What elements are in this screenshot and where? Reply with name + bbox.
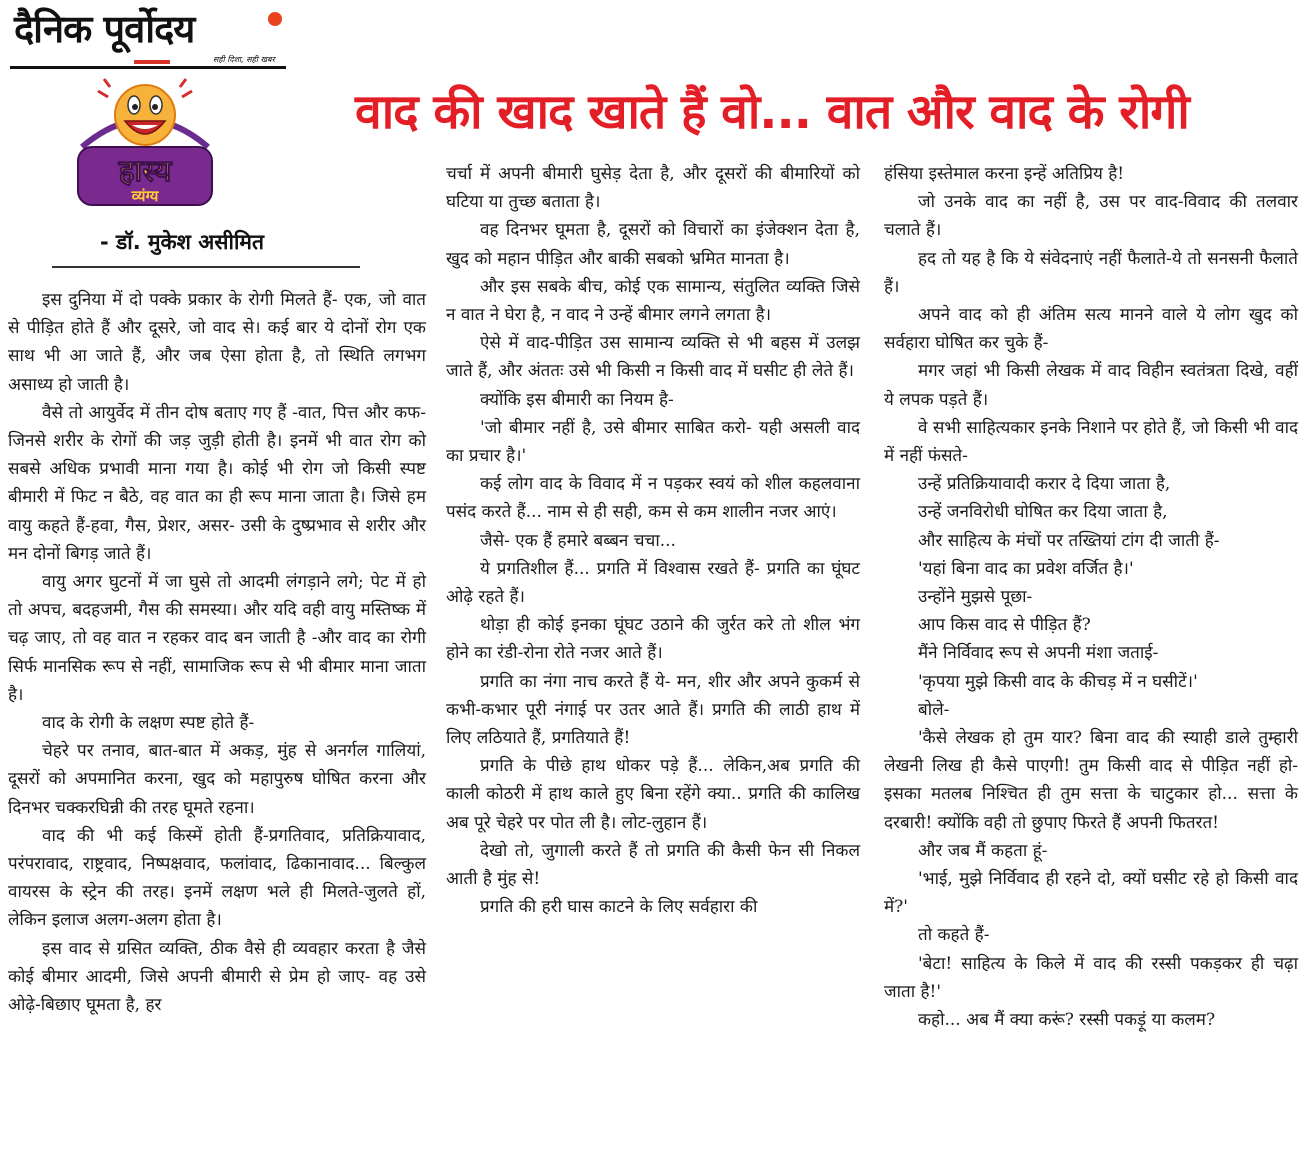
masthead-rule bbox=[10, 66, 286, 69]
masthead-dot-icon bbox=[268, 12, 282, 26]
logo-text-hasya: हास्य bbox=[118, 154, 172, 189]
laughing-face-icon bbox=[82, 79, 208, 147]
paragraph: 'भाई, मुझे निर्विवाद ही रहने दो, क्यों घसीट रहे हो किसी वाद में?' bbox=[884, 869, 1298, 918]
paragraph: ये प्रगतिशील हैं... प्रगति में विश्वास रखते हैं- प्रगति का घूंघट ओढ़े रहते हैं। bbox=[446, 558, 860, 608]
masthead-title: दैनिक पूर्वोदय bbox=[14, 7, 195, 51]
paragraph: बोले- bbox=[918, 699, 950, 720]
byline: - डॉ. मुकेश असीमित bbox=[100, 230, 264, 254]
paragraph: और साहित्य के मंचों पर तख्तियां टांग दी जाती हैं- bbox=[918, 530, 1220, 551]
paragraph: और इस सबके बीच, कोई एक सामान्य, संतुलित व्यक्ति जिसे न वात ने घेरा है, न वाद ने उन्हें बीमार लगने लगता है। bbox=[446, 276, 860, 326]
paragraph: अपने वाद को ही अंतिम सत्य मानने वाले ये लोग खुद को सर्वहारा घोषित कर चुके हैं- bbox=[884, 305, 1298, 354]
paragraph: इस दुनिया में दो पक्के प्रकार के रोगी मिलते हैं- एक, जो वात से पीड़ित होते हैं और दूसरे, जो वाद से। कई बार ये दोनों रोग एक साथ भी आ जाते हैं, और जब ऐसा होता है, तो स्थिति लगभग असाध्य हो जाती है। bbox=[8, 290, 426, 395]
paragraph: प्रगति का नंगा नाच करते हैं ये- मन, शीर और अपने कुकर्म से कभी-कभार पूरी नंगाई पर उतर आते हैं। प्रगति की लाठी हाथ में लिए लठियाते हैं, प्रगतियाते हैं! bbox=[446, 671, 860, 749]
paragraph: थोड़ा ही कोई इनका घूंघट उठाने की जुर्रत करे तो शील भंग होने का रंडी-रोना रोते नजर आते हैं। bbox=[446, 615, 860, 664]
paragraph: 'यहां बिना वाद का प्रवेश वर्जित है।' bbox=[918, 558, 1134, 579]
paragraph: वह दिनभर घूमता है, दूसरों को विचारों का इंजेक्शन देता है, खुद को महान पीड़ित और बाकी सबको भ्रमित मानता है। bbox=[446, 220, 860, 269]
paragraph: प्रगति के पीछे हाथ धोकर पड़े हैं... लेकिन,अब प्रगति की काली कोठरी में हाथ काले हुए बिना रहेंगे क्या.. प्रगति की कालिख अब पूरे चेहरे पर पोत ली है। लोट-लुहान हैं। bbox=[446, 756, 860, 833]
paragraph: वायु अगर घुटनों में जा घुसे तो आदमी लंगड़ाने लगे; पेट में हो तो अपच, बदहजमी, गैस की समस्या। और यदि वही वायु मस्तिष्क में चढ़ जाए, तो वह वात न रहकर वाद बन जाती है -और वाद का रोगी सिर्फ मानसिक रूप से नहीं, सामाजिक रूप से भी बीमार माना जाता है। bbox=[8, 572, 426, 705]
masthead-tagline: सही दिशा, सही खबर bbox=[210, 54, 278, 65]
paragraph: हद तो यह है कि ये संवेदनाएं नहीं फैलाते-ये तो सनसनी फैलाते हैं। bbox=[884, 248, 1298, 297]
paragraph: प्रगति की हरी घास काटने के लिए सर्वहारा की bbox=[480, 897, 758, 918]
paragraph: चेहरे पर तनाव, बात-बात में अकड़, मुंह से अनर्गल गालियां, दूसरों को अपमानित करना, खुद को महापुरुष घोषित करना और दिनभर चक्करघिन्नी की तरह घूमते रहना। bbox=[8, 741, 426, 818]
paragraph: 'कैसे लेखक हो तुम यार? बिना वाद की स्याही डाले तुम्हारी लेखनी लिख ही कैसे पाएगी! तुम किसी वाद से पीड़ित नहीं हो- इसका मतलब निश्चित ही तुम सत्ता के चाटुकार हो... सत्ता के दरबारी! क्योंकि वही तो छुपाए फिरते हैं अपनी फितरत! bbox=[884, 728, 1298, 833]
masthead-accent-bar bbox=[134, 60, 170, 64]
article-column-3 bbox=[884, 160, 1298, 1034]
paragraph: उन्होंने मुझसे पूछा- bbox=[918, 587, 1033, 608]
paragraph: 'कृपया मुझे किसी वाद के कीचड़ में न घसीटें।' bbox=[918, 671, 1198, 692]
paragraph: कई लोग वाद के विवाद में न पड़कर स्वयं को शील कहलवाना पसंद करते हैं... नाम से ही सही, कम से कम शालीन नजर आएं। bbox=[446, 474, 860, 523]
paragraph: ऐसे में वाद-पीड़ित उस सामान्य व्यक्ति से भी बहस में उलझ जाते हैं, और अंततः उसे भी किसी न किसी वाद में घसीट ही लेते हैं। bbox=[446, 333, 860, 382]
byline-rule bbox=[52, 266, 360, 268]
logo-text-vyangya: व्यंग्य bbox=[131, 187, 159, 205]
paragraph: मैंने निर्विवाद रूप से अपनी मंशा जताई- bbox=[918, 643, 1159, 664]
paragraph: आप किस वाद से पीड़ित हैं? bbox=[918, 615, 1091, 636]
paragraph: तो कहते हैं- bbox=[918, 925, 990, 946]
article-column-2 bbox=[446, 160, 860, 921]
paragraph: मगर जहां भी किसी लेखक में वाद विहीन स्वतंत्रता दिखे, वहीं ये लपक पड़ते हैं। bbox=[884, 361, 1298, 410]
article-column-1 bbox=[8, 286, 426, 1019]
masthead bbox=[10, 4, 286, 70]
paragraph: जो उनके वाद का नहीं है, उस पर वाद-विवाद की तलवार चलाते हैं। bbox=[884, 192, 1298, 241]
paragraph: वाद के रोगी के लक्षण स्पष्ट होते हैं- bbox=[42, 713, 255, 734]
paragraph: वे सभी साहित्यकार इनके निशाने पर होते हैं, जो किसी भी वाद में नहीं फंसते- bbox=[884, 417, 1298, 467]
paragraph: उन्हें जनविरोधी घोषित कर दिया जाता है, bbox=[918, 502, 1168, 523]
paragraph: वाद की भी कई किस्में होती हैं-प्रगतिवाद, प्रतिक्रियावाद, परंपरावाद, राष्ट्रवाद, निष्पक्षवाद, फलांवाद, ढिकानावाद... बिल्कुल वायरस के स्ट्रेन की तरह। इनमें लक्षण भले ही मिलते-जुलते हों, लेकिन इलाज अलग-अलग होता है। bbox=[8, 825, 426, 931]
paragraph: हंसिया इस्तेमाल करना इन्हें अतिप्रिय है! bbox=[884, 164, 1125, 184]
paragraph: वैसे तो आयुर्वेद में तीन दोष बताए गए हैं -वात, पित्त और कफ- जिनसे शरीर के रोगों की जड़ जुड़ी होती है। इनमें भी वात रोग को सबसे अधिक प्रभावी माना गया है। कोई भी रोग जो किसी स्पष्ट बीमारी में फिट न बैठे, वह वात का ही रूप माना जाता है। जिसे हम वायु कहते हैं-हवा, गैस, प्रेशर, असर- उसी के दुष्प्रभाव से शरीर और मन दोनों बिगड़ जाते हैं। bbox=[8, 402, 426, 564]
headline: वाद की खाद खाते हैं वो... वात और वाद के रोगी bbox=[355, 84, 1189, 140]
paragraph: इस वाद से ग्रसित व्यक्ति, ठीक वैसे ही व्यवहार करता है जैसे कोई बीमार आदमी, जिसे अपनी बीमारी से प्रेम हो जाए- वह उसे ओढ़े-बिछाए घूमता है, हर bbox=[8, 938, 426, 1016]
paragraph: क्योंकि इस बीमारी का नियम है- bbox=[480, 389, 674, 410]
paragraph: देखो तो, जुगाली करते हैं तो प्रगति की कैसी फेन सी निकल आती है मुंह से! bbox=[446, 840, 860, 890]
paragraph: और जब मैं कहता हूं- bbox=[918, 840, 1048, 861]
paragraph: कहो... अब मैं क्या करूं? रस्सी पकड़ूं या कलम? bbox=[918, 1010, 1216, 1031]
paragraph: चर्चा में अपनी बीमारी घुसेड़ देता है, और दूसरों की बीमारियों को घटिया या तुच्छ बताता है। bbox=[446, 164, 860, 213]
hasya-vyangya-logo bbox=[70, 75, 220, 225]
paragraph: उन्हें प्रतिक्रियावादी करार दे दिया जाता है, bbox=[918, 474, 1171, 495]
paragraph: जैसे- एक हैं हमारे बब्बन चचा... bbox=[480, 530, 676, 551]
paragraph: 'बेटा! साहित्य के किले में वाद की रस्सी पकड़कर ही चढ़ा जाता है!' bbox=[884, 953, 1298, 1002]
paragraph: 'जो बीमार नहीं है, उसे बीमार साबित करो- यही असली वाद का प्रचार है।' bbox=[446, 417, 860, 467]
